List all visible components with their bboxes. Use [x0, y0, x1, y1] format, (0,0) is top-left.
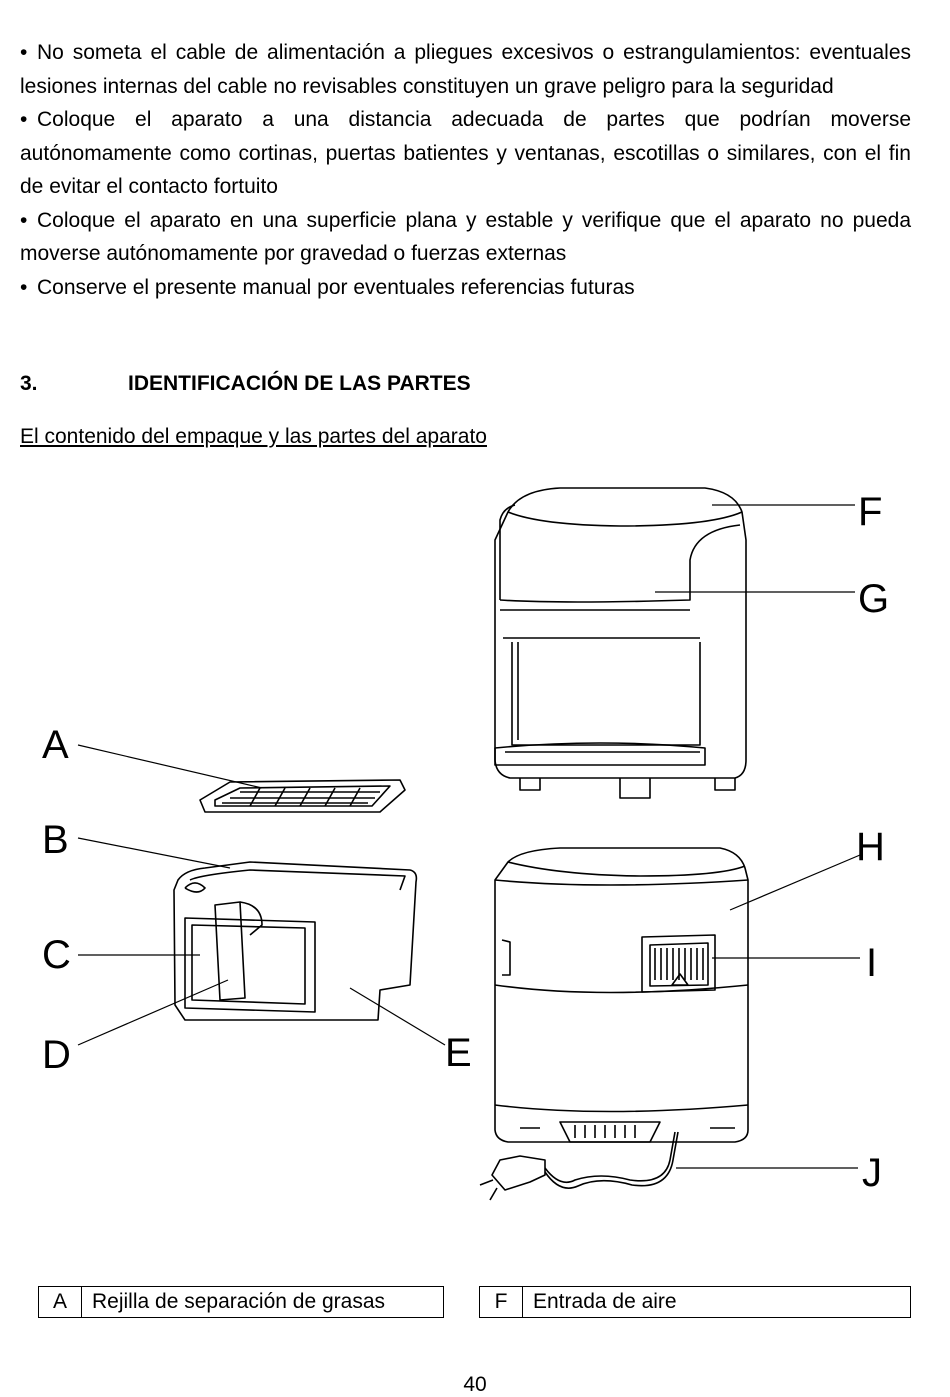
part-name: Entrada de aire: [523, 1287, 911, 1318]
label-h: H: [856, 825, 885, 869]
bullet-item: • Coloque el aparato a una distancia adecuada de partes que podrían moverse autónomamente como cortinas, puertas batientes y ventanas, escotillas o similares, con el fin de evitar el contacto fortuito: [20, 103, 911, 204]
grease-rack-drawing: [200, 780, 405, 812]
bullet-list: [20, 36, 911, 304]
part-code: A: [39, 1287, 82, 1318]
parts-table-left: [38, 1286, 444, 1318]
parts-table-right: [479, 1286, 911, 1318]
bullet-item: • No someta el cable de alimentación a pliegues excesivos o estrangulamientos: eventuales lesiones internas del cable no revisables constituyen un grave peligro para la seguridad: [20, 36, 911, 103]
label-d: D: [42, 1033, 71, 1077]
section-heading: [20, 372, 471, 396]
label-g: G: [858, 577, 890, 621]
section-title: IDENTIFICACIÓN DE LAS PARTES: [128, 372, 471, 395]
table-row: [480, 1287, 911, 1318]
part-code: F: [480, 1287, 523, 1318]
bullet-dot-icon: •: [20, 41, 28, 64]
label-i: I: [866, 941, 878, 985]
label-a: A: [42, 723, 69, 767]
label-f: F: [858, 490, 883, 534]
bullet-item: • Conserve el presente manual por eventuales referencias futuras: [20, 271, 911, 305]
table-row: [39, 1287, 444, 1318]
label-e: E: [445, 1031, 472, 1075]
label-c: C: [42, 933, 71, 977]
bullet-dot-icon: •: [20, 208, 28, 232]
label-j: J: [862, 1151, 882, 1195]
parts-diagram: [0, 470, 950, 1220]
label-b: B: [42, 818, 69, 862]
air-fryer-body-drawing: [480, 848, 748, 1200]
bullet-item: • Coloque el aparato en una superficie plana y estable y verifique que el aparato no pueda moverse autónomamente por gravedad o fuerzas externas: [20, 204, 911, 271]
basket-drawing: [174, 862, 416, 1020]
bullet-dot-icon: •: [20, 108, 28, 131]
page-number: 40: [463, 1373, 487, 1396]
part-name: Rejilla de separación de grasas: [82, 1287, 444, 1318]
section-number: 3.: [20, 372, 38, 395]
subtitle: El contenido del empaque y las partes del aparato: [20, 425, 487, 448]
air-fryer-top-unit-drawing: [495, 488, 746, 798]
bullet-dot-icon: •: [20, 275, 28, 299]
